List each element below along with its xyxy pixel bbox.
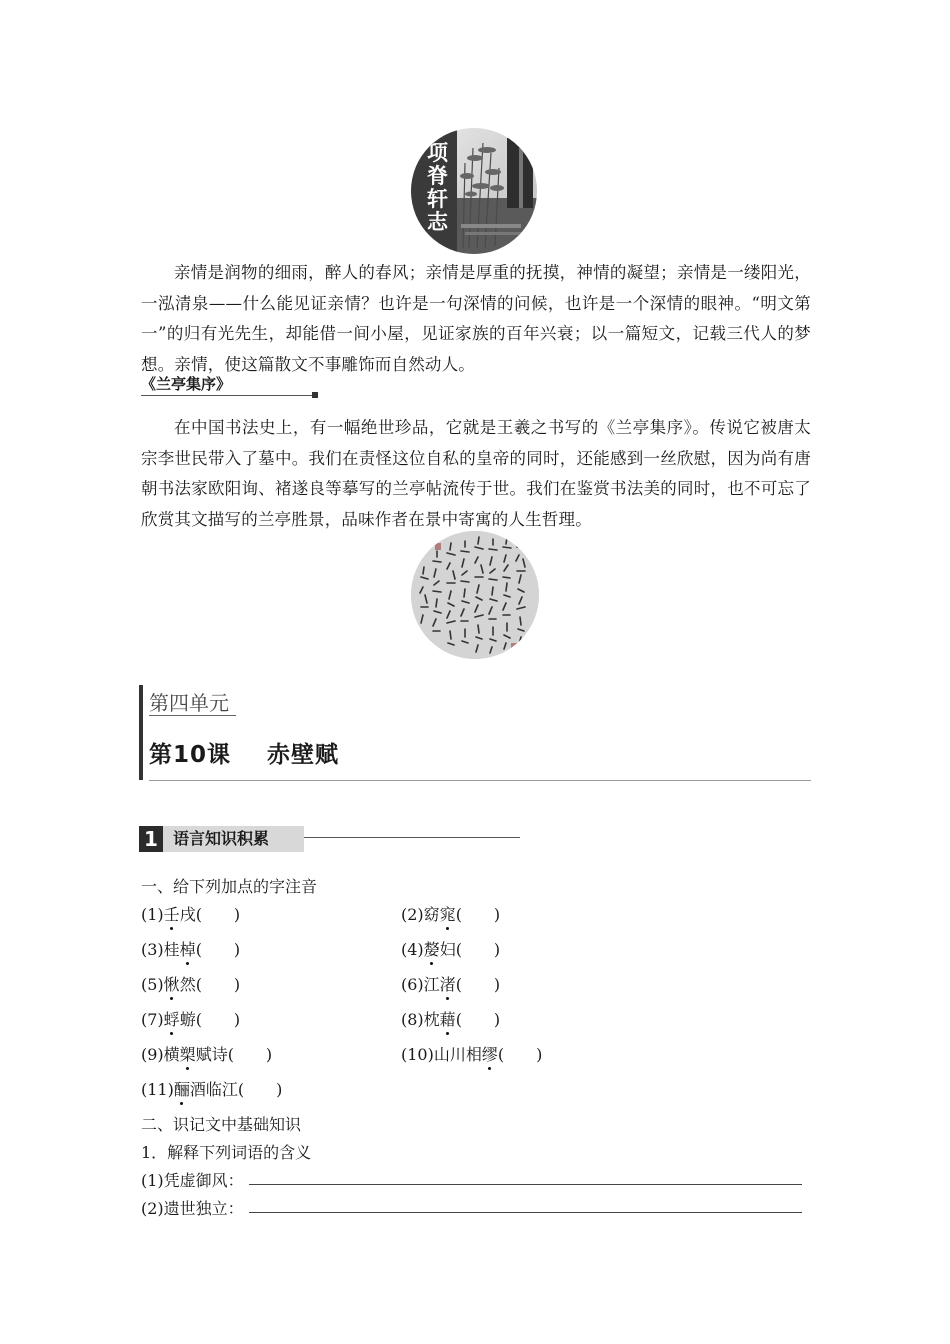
pinyin-item: (6)江渚( ) bbox=[401, 972, 500, 995]
pinyin-item: (8)枕藉( ) bbox=[401, 1007, 500, 1030]
pinyin-item: (11)酾酒临江( ) bbox=[141, 1077, 282, 1100]
lanting-paragraph: 在中国书法史上，有一幅绝世珍品，它就是王羲之书写的《兰亭集序》。传说它被唐太宗李世民带入了墓中。我们在责怪这位自私的皇帝的同时，还能感到一丝欣慰，因为尚有唐朝书法家欧阳询、褚遂良等摹写的兰亭帖流传于世。我们在鉴赏书法美的同时，也不可忘了欣赏其文描写的兰亭胜景，品味作者在景中寄寓的人生哲理。 bbox=[141, 418, 811, 529]
q1-heading: 一、给下列加点的字注音 bbox=[141, 877, 318, 896]
xiangjixuan-image bbox=[411, 128, 537, 254]
calligraphy-image bbox=[411, 531, 539, 659]
pinyin-item: (10)山川相缪( ) bbox=[401, 1042, 542, 1065]
part-heading-rule bbox=[304, 837, 520, 838]
pinyin-item: (2)窈窕( ) bbox=[401, 902, 500, 925]
fill-in-label: (2)遗世独立： bbox=[141, 1199, 244, 1218]
part-label: 语言知识积累 bbox=[163, 826, 304, 852]
q2-subheading: 1．解释下列词语的含义 bbox=[141, 1143, 312, 1162]
answer-blank[interactable] bbox=[249, 1184, 802, 1185]
lesson-title: 第10课 赤壁赋 bbox=[149, 742, 340, 768]
lanting-title-rule bbox=[141, 395, 314, 396]
part-number-badge: 1 bbox=[139, 826, 163, 852]
pinyin-item: (1)壬戌( ) bbox=[141, 902, 240, 925]
pinyin-item: (9)横槊赋诗( ) bbox=[141, 1042, 272, 1065]
unit-label-underline bbox=[149, 715, 236, 716]
pinyin-item: (5)愀然( ) bbox=[141, 972, 240, 995]
unit-label: 第四单元 bbox=[149, 691, 229, 715]
answer-blank[interactable] bbox=[249, 1212, 802, 1213]
unit-side-bar bbox=[139, 685, 143, 780]
intro-badge-text: 项脊轩志 bbox=[427, 141, 448, 234]
lanting-title-marker bbox=[312, 392, 318, 398]
pinyin-item: (3)桂棹( ) bbox=[141, 937, 240, 960]
pinyin-item: (4)嫠妇( ) bbox=[401, 937, 500, 960]
pinyin-item: (7)蜉蝣( ) bbox=[141, 1007, 240, 1030]
intro-paragraph: 亲情是润物的细雨，醉人的春风；亲情是厚重的抚摸，神情的凝望；亲情是一缕阳光，一泓清泉——什么能见证亲情？也许是一句深情的问候，也许是一个深情的眼神。“明文第一”的归有光先生，却能借一间小屋，见证家族的百年兴衰；以一篇短文，记载三代人的梦想。亲情，使这篇散文不事雕饰而自然动人。 bbox=[141, 263, 811, 374]
q2-heading: 二、识记文中基础知识 bbox=[141, 1115, 302, 1134]
lanting-title: 《兰亭集序》 bbox=[141, 375, 232, 393]
lesson-title-rule bbox=[149, 780, 811, 781]
fill-in-label: (1)凭虚御风： bbox=[141, 1171, 244, 1190]
calligraphy-strokes-illustration bbox=[411, 531, 539, 659]
